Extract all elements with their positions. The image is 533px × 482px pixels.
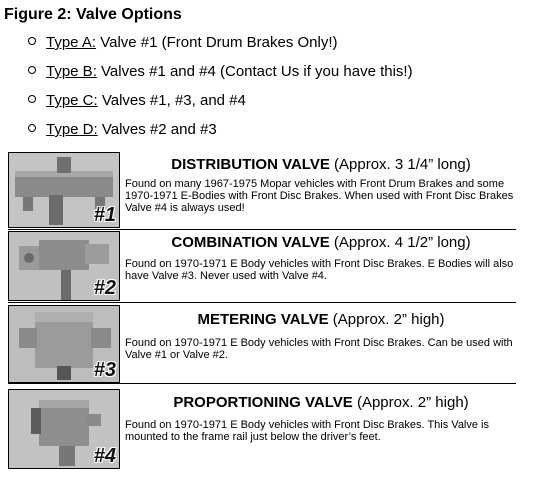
valve-title bbox=[126, 156, 516, 173]
valve-name: METERING VALVE bbox=[197, 311, 329, 328]
valve-photo-1 bbox=[8, 152, 120, 228]
valve-size: (Approx. 2” high) bbox=[328, 311, 445, 328]
type-item-b bbox=[28, 63, 413, 92]
type-text: Valves #1, #3, and #4 bbox=[97, 92, 246, 109]
type-label: Type A: bbox=[46, 34, 97, 51]
valve-number: #4 bbox=[93, 445, 116, 467]
figure-title: Figure 2: Valve Options bbox=[4, 6, 182, 23]
valve-number: #1 bbox=[93, 204, 116, 226]
circle-bullet-icon bbox=[28, 124, 36, 132]
type-text: Valve #1 (Front Drum Brakes Only!) bbox=[96, 34, 338, 51]
valve-title bbox=[126, 311, 516, 328]
valve-row-proportioning bbox=[8, 389, 516, 471]
valve-photo-3 bbox=[8, 305, 120, 383]
circle-bullet-icon bbox=[28, 66, 36, 74]
type-text: Valves #1 and #4 (Contact Us if you have this!) bbox=[96, 63, 413, 80]
circle-bullet-icon bbox=[28, 95, 36, 103]
valve-photo-4 bbox=[8, 389, 120, 469]
valve-number: #2 bbox=[93, 277, 116, 299]
type-text: Valves #2 and #3 bbox=[97, 121, 217, 138]
valve-description: Found on 1970-1971 E Body vehicles with Front Disc Brakes. Can be used with Valve #1 or Valve #2. bbox=[125, 337, 513, 361]
valve-description: Found on many 1967-1975 Mopar vehicles with Front Drum Brakes and some 1970-1971 E-Bodies with Front Disc Brakes. When used with Front Disc Brakes Valve #4 is always used! bbox=[125, 178, 514, 214]
type-label: Type D: bbox=[46, 121, 98, 138]
valve-name: PROPORTIONING VALVE bbox=[173, 394, 353, 411]
type-label: Type B: bbox=[46, 63, 97, 80]
circle-bullet-icon bbox=[28, 37, 36, 45]
type-label: Type C: bbox=[46, 92, 98, 109]
type-item-d bbox=[28, 121, 413, 150]
valve-row-distribution bbox=[8, 152, 516, 230]
valve-description: Found on 1970-1971 E Body vehicles with Front Disc Brakes. This Valve is mounted to the frame rail just below the driver’s feet. bbox=[125, 419, 489, 443]
valve-row-metering bbox=[8, 305, 516, 384]
type-item-a bbox=[28, 34, 413, 63]
valve-title bbox=[126, 394, 516, 411]
valve-title bbox=[126, 234, 516, 251]
valve-photo-2 bbox=[8, 231, 120, 301]
valve-size: (Approx. 3 1/4” long) bbox=[329, 156, 471, 173]
valve-name: DISTRIBUTION VALVE bbox=[171, 156, 330, 173]
valve-description: Found on 1970-1971 E Body vehicles with Front Disc Brakes. E Bodies will also have Valve #3. Never used with Valve #4. bbox=[125, 258, 514, 282]
valve-number: #3 bbox=[93, 359, 116, 381]
valve-size: (Approx. 4 1/2” long) bbox=[329, 234, 471, 251]
valve-type-list bbox=[28, 34, 413, 150]
valve-row-combination bbox=[8, 231, 516, 303]
valve-size: (Approx. 2” high) bbox=[352, 394, 469, 411]
valve-name: COMBINATION VALVE bbox=[171, 234, 330, 251]
type-item-c bbox=[28, 92, 413, 121]
